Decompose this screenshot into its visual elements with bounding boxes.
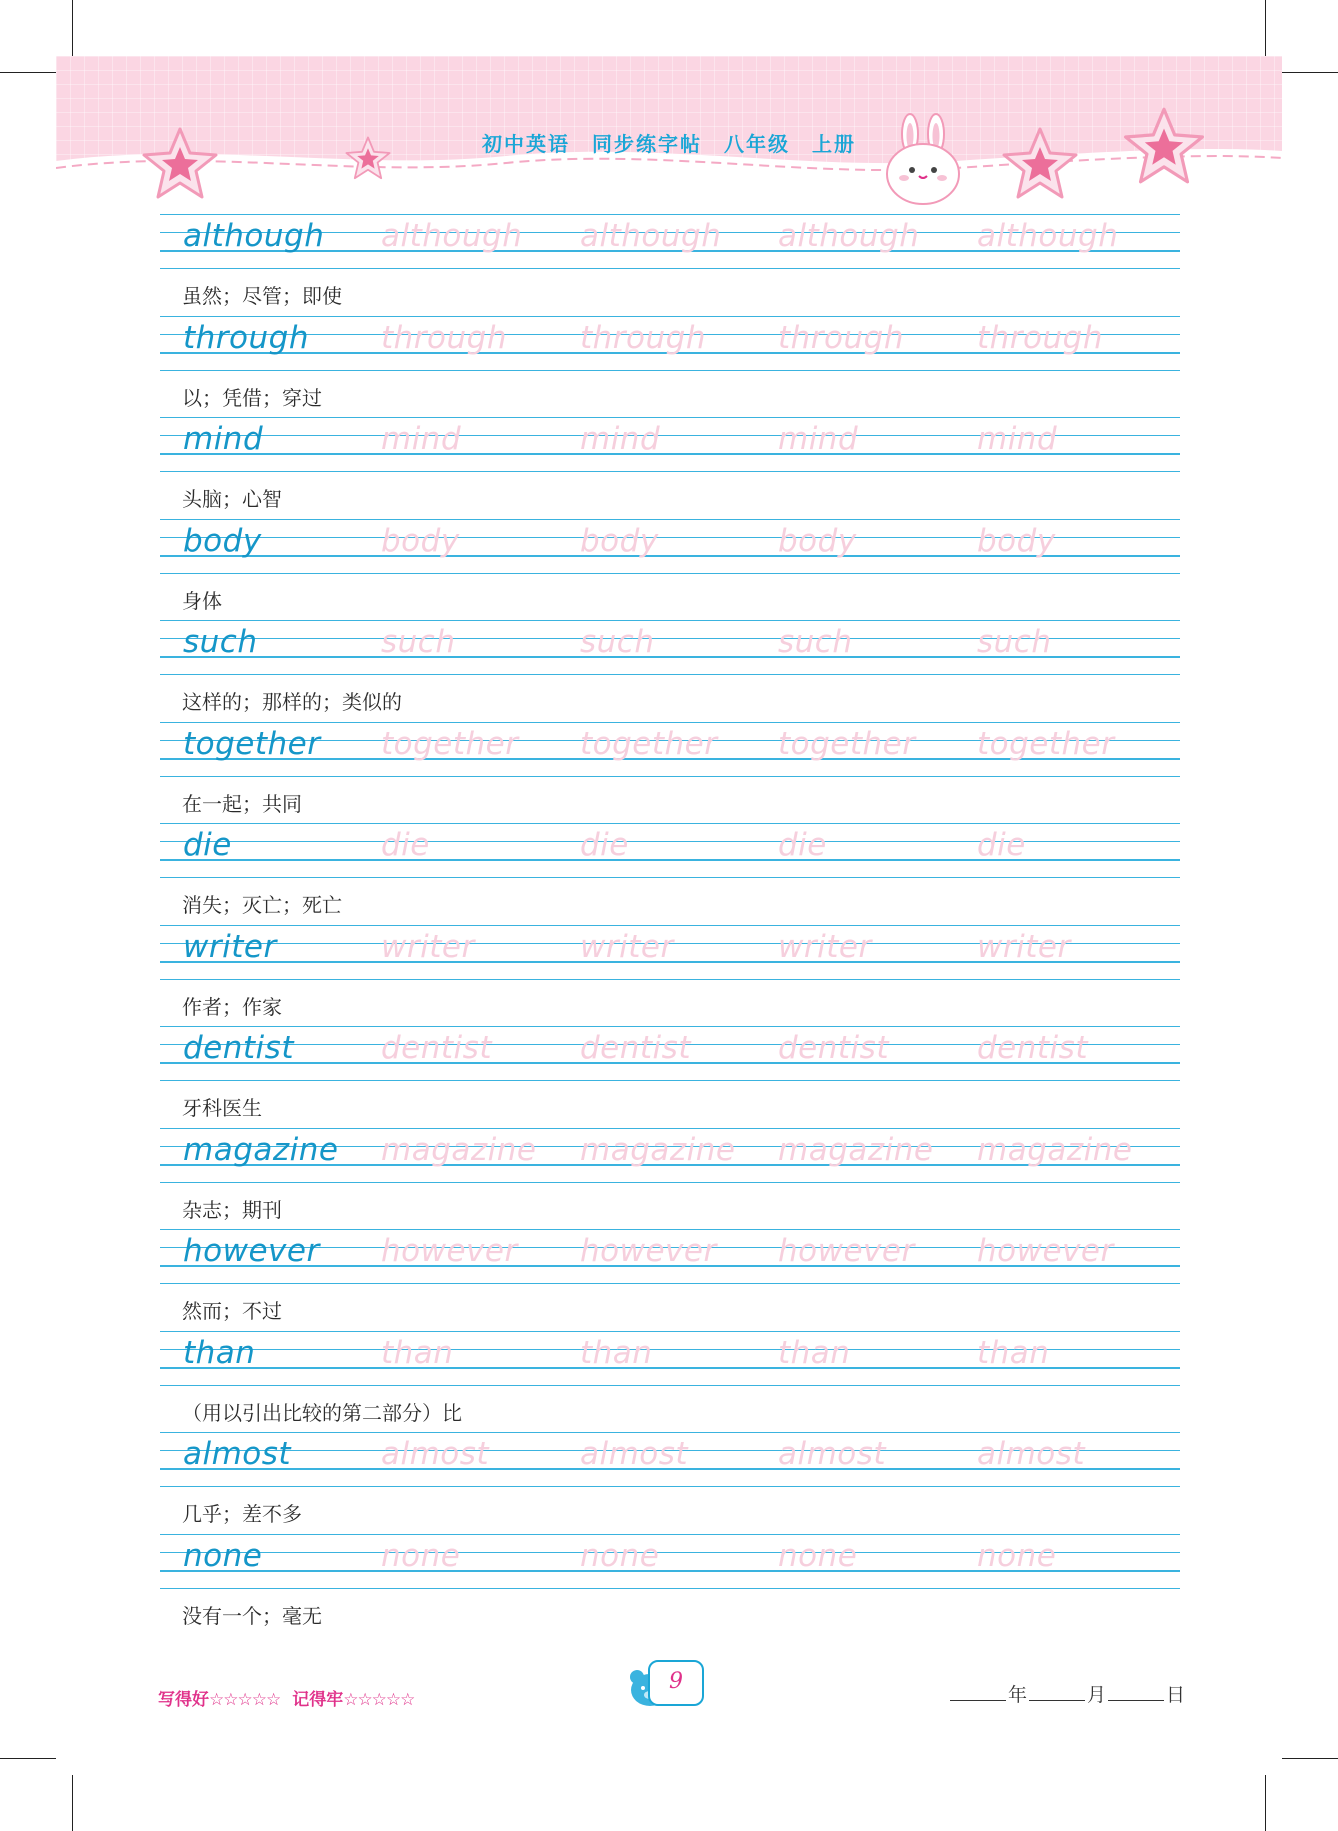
trace-word[interactable]: mind (778, 421, 859, 457)
page-number: 9 (648, 1660, 704, 1706)
trace-word[interactable]: none (977, 1538, 1057, 1574)
trace-word[interactable]: none (580, 1538, 660, 1574)
trace-word[interactable]: although (977, 218, 1119, 254)
trace-word[interactable]: die (580, 827, 629, 863)
trace-word[interactable]: almost (977, 1436, 1086, 1472)
writing-guide-line (160, 1128, 1180, 1129)
trace-word[interactable]: however (381, 1233, 518, 1269)
word-meaning: 几乎；差不多 (182, 1502, 302, 1526)
writing-guide-line (160, 1026, 1180, 1027)
date-field[interactable] (948, 1680, 1185, 1707)
page-number-badge (628, 1658, 708, 1710)
trace-word[interactable]: writer (778, 929, 872, 965)
remember-stars[interactable]: ☆☆☆☆☆ (343, 1690, 415, 1710)
write-well-label: 写得好 (158, 1690, 209, 1710)
vocab-word: through (183, 320, 309, 356)
trace-word[interactable]: die (381, 827, 430, 863)
writing-guide-line (160, 620, 1180, 621)
writing-guide-line (160, 214, 1180, 215)
writing-guide-line (160, 1432, 1180, 1433)
word-meaning: 以；凭借；穿过 (182, 386, 322, 410)
trace-word[interactable]: through (381, 320, 507, 356)
trace-word[interactable]: however (778, 1233, 915, 1269)
trace-word[interactable]: dentist (580, 1030, 691, 1066)
trace-word[interactable]: together (778, 726, 916, 762)
trace-word[interactable]: than (381, 1335, 454, 1371)
vocab-word: than (183, 1335, 256, 1371)
day-blank[interactable] (1108, 1700, 1164, 1701)
vocab-word: together (183, 726, 321, 762)
trace-word[interactable]: almost (580, 1436, 689, 1472)
writing-guide-line (160, 859, 1180, 861)
remember-label: 记得牢 (292, 1690, 344, 1710)
writing-guide-line (160, 1229, 1180, 1230)
trace-word[interactable]: although (381, 218, 523, 254)
trace-word[interactable]: mind (580, 421, 661, 457)
word-meaning: 虽然；尽管；即使 (182, 284, 342, 308)
trace-word[interactable]: body (381, 523, 460, 559)
writing-guide-line (160, 776, 1180, 777)
trace-word[interactable]: such (580, 624, 655, 660)
writing-guide-line (160, 1182, 1180, 1183)
word-row (160, 620, 1180, 676)
trace-word[interactable]: such (778, 624, 853, 660)
trace-word[interactable]: although (580, 218, 722, 254)
trace-word[interactable]: than (977, 1335, 1050, 1371)
writing-guide-line (160, 925, 1180, 926)
writing-guide-line (160, 1385, 1180, 1386)
trace-word[interactable]: together (580, 726, 718, 762)
writing-guide-line (160, 417, 1180, 418)
word-meaning: （用以引出比较的第二部分）比 (182, 1401, 462, 1425)
year-blank[interactable] (950, 1700, 1006, 1701)
vocab-word: although (183, 218, 325, 254)
writing-guide-line (160, 519, 1180, 520)
writing-guide-line (160, 1588, 1180, 1589)
trace-word[interactable]: than (580, 1335, 653, 1371)
writing-guide-line (160, 841, 1180, 842)
trace-word[interactable]: die (778, 827, 827, 863)
trace-word[interactable]: than (778, 1335, 851, 1371)
trace-word[interactable]: such (381, 624, 456, 660)
writing-guide-line (160, 573, 1180, 574)
trace-word[interactable]: together (381, 726, 519, 762)
word-meaning: 杂志；期刊 (182, 1198, 282, 1222)
trace-word[interactable]: however (977, 1233, 1114, 1269)
writing-guide-line (160, 268, 1180, 269)
trace-word[interactable]: dentist (977, 1030, 1088, 1066)
writing-guide-line (160, 1331, 1180, 1332)
trace-word[interactable]: writer (580, 929, 674, 965)
word-meaning: 作者；作家 (182, 995, 282, 1019)
month-blank[interactable] (1029, 1700, 1085, 1701)
trace-word[interactable]: body (580, 523, 659, 559)
vocab-word: writer (183, 929, 277, 965)
word-row (160, 1026, 1180, 1082)
trace-word[interactable]: through (977, 320, 1103, 356)
trace-word[interactable]: body (778, 523, 857, 559)
trace-word[interactable]: mind (381, 421, 462, 457)
trace-word[interactable]: none (778, 1538, 858, 1574)
word-row (160, 1534, 1180, 1590)
trace-word[interactable]: magazine (381, 1132, 537, 1168)
word-row (160, 1432, 1180, 1488)
month-label: 月 (1087, 1684, 1107, 1706)
trace-word[interactable]: together (977, 726, 1115, 762)
trace-word[interactable]: die (977, 827, 1026, 863)
word-row (160, 722, 1180, 778)
word-meaning: 没有一个；毫无 (182, 1604, 322, 1628)
trace-word[interactable]: however (580, 1233, 717, 1269)
trace-word[interactable]: through (580, 320, 706, 356)
vocab-word: die (183, 827, 232, 863)
trace-word[interactable]: dentist (381, 1030, 492, 1066)
page-title: 初中英语 同步练字帖 八年级 上册 (482, 132, 856, 156)
trace-word[interactable]: none (381, 1538, 461, 1574)
writing-guide-line (160, 370, 1180, 371)
trace-word[interactable]: writer (977, 929, 1071, 965)
vocab-word: mind (183, 421, 264, 457)
writing-guide-line (160, 471, 1180, 472)
word-meaning: 牙科医生 (182, 1096, 262, 1120)
trace-word[interactable]: magazine (977, 1132, 1133, 1168)
vocab-word: almost (183, 1436, 292, 1472)
vocab-word: none (183, 1538, 263, 1574)
word-row (160, 1229, 1180, 1285)
vocab-word: magazine (183, 1132, 339, 1168)
trace-word[interactable]: magazine (580, 1132, 736, 1168)
word-row (160, 417, 1180, 473)
writing-guide-line (160, 979, 1180, 980)
word-row (160, 316, 1180, 372)
writing-guide-line (160, 823, 1180, 824)
year-label: 年 (1008, 1684, 1028, 1706)
trace-word[interactable]: magazine (778, 1132, 934, 1168)
writing-guide-line (160, 1534, 1180, 1535)
write-well-stars[interactable]: ☆☆☆☆☆ (209, 1690, 281, 1710)
word-row (160, 1128, 1180, 1184)
day-label: 日 (1166, 1684, 1186, 1706)
writing-guide-line (160, 877, 1180, 878)
trace-word[interactable]: dentist (778, 1030, 889, 1066)
vocab-word: however (183, 1233, 320, 1269)
trace-word[interactable]: writer (381, 929, 475, 965)
trace-word[interactable]: although (778, 218, 920, 254)
trace-word[interactable]: mind (977, 421, 1058, 457)
writing-guide-line (160, 1283, 1180, 1284)
word-row (160, 1331, 1180, 1387)
vocab-word: such (183, 624, 258, 660)
trace-word[interactable]: body (977, 523, 1056, 559)
word-meaning: 然而；不过 (182, 1299, 282, 1323)
word-meaning: 消失；灭亡；死亡 (182, 893, 342, 917)
trace-word[interactable]: almost (381, 1436, 490, 1472)
vocab-word: dentist (183, 1030, 294, 1066)
word-row (160, 214, 1180, 270)
word-meaning: 在一起；共同 (182, 792, 302, 816)
vocab-word: body (183, 523, 262, 559)
trace-word[interactable]: almost (778, 1436, 887, 1472)
trace-word[interactable]: through (778, 320, 904, 356)
footer-rating (158, 1685, 414, 1710)
writing-guide-line (160, 316, 1180, 317)
word-row (160, 823, 1180, 879)
word-meaning: 头脑；心智 (182, 487, 282, 511)
word-row (160, 519, 1180, 575)
trace-word[interactable]: such (977, 624, 1052, 660)
word-meaning: 这样的；那样的；类似的 (182, 690, 402, 714)
writing-guide-line (160, 674, 1180, 675)
word-meaning: 身体 (182, 589, 222, 613)
writing-guide-line (160, 1486, 1180, 1487)
writing-guide-line (160, 1080, 1180, 1081)
writing-guide-line (160, 722, 1180, 723)
word-row (160, 925, 1180, 981)
